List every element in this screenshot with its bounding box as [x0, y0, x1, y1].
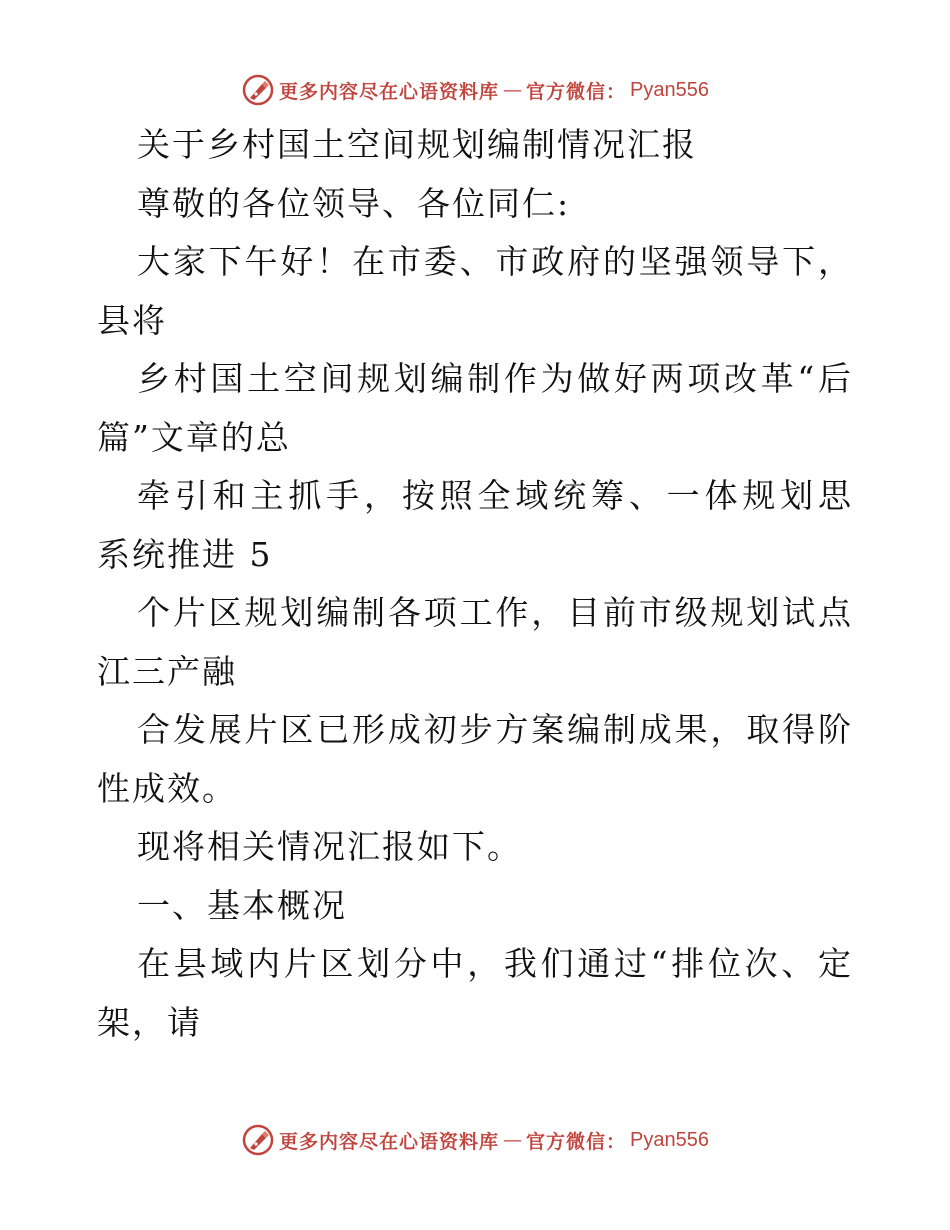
- paragraph-line: 系统推进 5: [97, 534, 273, 574]
- document-body: [97, 116, 853, 1052]
- header-watermark: [0, 70, 950, 110]
- watermark-id: Pyan556: [630, 78, 709, 101]
- paragraph-line: 乡村国土空间规划编制作为做好两项改革“后: [137, 359, 853, 398]
- section-heading: 一、基本概况: [137, 885, 347, 925]
- paragraph-line: 牵引和主抓手，按照全域统筹、一体规划思: [137, 476, 853, 515]
- paragraph-line: 合发展片区已形成初步方案编制成果，取得阶: [137, 710, 853, 749]
- paragraph-line: 篇”文章的总: [97, 417, 291, 457]
- paragraph-line: 性成效。: [97, 768, 237, 808]
- pen-nib-logo-icon: [241, 1123, 275, 1157]
- footer-watermark: [0, 1120, 950, 1160]
- watermark-dash: —: [503, 1129, 523, 1151]
- paragraph-line: 县将: [97, 300, 167, 340]
- pen-nib-logo-icon: [241, 73, 275, 107]
- watermark-sub-text: 官方微信：: [526, 1130, 627, 1153]
- watermark-id: Pyan556: [630, 1128, 709, 1151]
- paragraph-line: 架，请: [97, 1002, 202, 1042]
- paragraph-line: 大家下午好！在市委、市政府的坚强领导下，: [137, 242, 853, 281]
- paragraph-line: 现将相关情况汇报如下。: [137, 827, 522, 866]
- paragraph-line: 江三产融: [97, 651, 237, 691]
- watermark-sub-text: 官方微信：: [526, 80, 627, 103]
- watermark-main-text: 更多内容尽在心语资料库: [279, 80, 500, 103]
- salutation: 尊敬的各位领导、各位同仁:: [137, 183, 571, 223]
- paragraph-line: 在县域内片区划分中，我们通过“排位次、定: [137, 944, 853, 983]
- paragraph-line: 个片区规划编制各项工作，目前市级规划试点: [137, 593, 853, 632]
- watermark-dash: —: [503, 79, 523, 101]
- watermark-main-text: 更多内容尽在心语资料库: [279, 1130, 500, 1153]
- document-title: 关于乡村国土空间规划编制情况汇报: [137, 125, 697, 164]
